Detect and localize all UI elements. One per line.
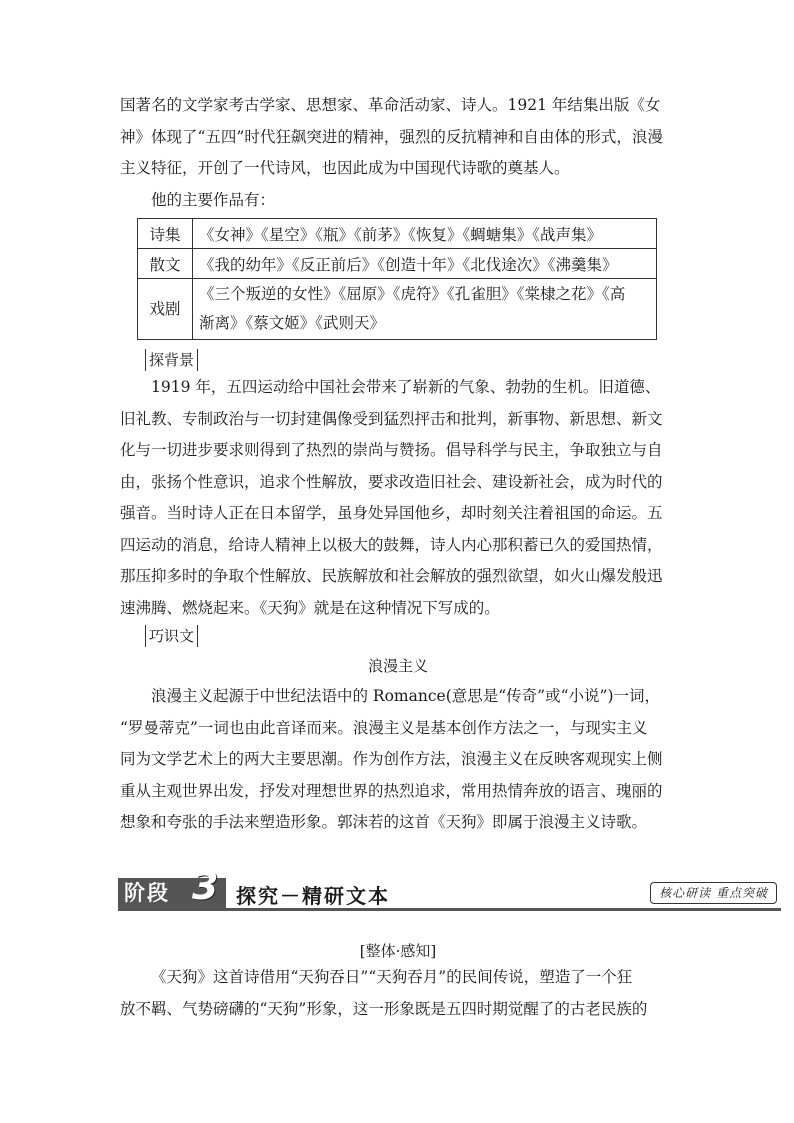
text-line: 放不羁、气势磅礴的“天狗”形象，这一形象既是五四时期觉醒了的古老民族的 [120,999,648,1018]
text-line: 浪漫主义起源于中世纪法语中的 Romance(意思是“传奇”或“小说”)一词， [151,687,660,705]
text-line: 化与一切进步要求则得到了热烈的崇尚与赞扬。倡导科学与民主，争取独立与自 [120,441,663,459]
text-line: 主义特征，开创了一代诗风，也因此成为中国现代诗歌的奠基人。 [120,159,570,177]
background-tag-label: 探背景 [149,351,195,369]
reading-paragraph [120,962,676,1025]
knowledge-tag-label: 巧识文 [149,627,195,645]
works-line: 《三个叛逆的女性》《屈原》《虎符》《孔雀胆》《棠棣之花》《高 [199,285,626,303]
text-line: 同为文学艺术上的两大主要思潮。作为创作方法，浪漫主义在反映客观现实上侧 [120,750,663,768]
works-table [137,218,657,340]
stage-label: 阶段 [124,881,170,905]
text-line: “罗曼蒂克”一词也由此音译而来。浪漫主义是基本创作方法之一，与现实主义 [120,718,648,737]
text-line: 想象和夸张的手法来塑造形象。郭沫若的这首《天狗》即属于浪漫主义诗歌。 [120,813,648,831]
table-row [138,219,657,249]
reading-subtitle: [整体·感知] [359,942,437,960]
works-intro: 他的主要作品有： [151,190,276,209]
text-line: 国著名的文学家考古学家、思想家、革命活动家、诗人。1921 年结集出版《女 [120,96,661,114]
category-cell: 戏剧 [138,279,193,340]
text-line: 四运动的消息，给诗人精神上以极大的鼓舞，诗人内心那积蓄已久的爱国热情， [120,535,663,554]
works-line: 渐离》《蔡文姬》《武则天》 [199,314,386,332]
background-tag [145,349,198,371]
text-line: 《天狗》这首诗借用“天狗吞日”“天狗吞月”的民间传说，塑造了一个狂 [151,968,633,986]
background-paragraph [120,372,676,624]
works-cell: 《我的幼年》《反正前后》《创造十年》《北伐途次》《沸羹集》 [193,249,657,279]
category-cell: 散文 [138,249,193,279]
text-line: 重从主观世界出发，抒发对理想世界的热烈追求，常用热情奔放的语言、瑰丽的 [120,781,663,800]
table-row [138,279,657,340]
text-line: 由，张扬个性意识，追求个性解放，要求改造旧社会、建设新社会，成为时代的 [120,472,663,491]
text-line: 旧礼教、专制政治与一切封建偶像受到猛烈抨击和批判，新事物、新思想、新文 [120,409,663,428]
text-line: 强音。当时诗人正在日本留学，虽身处异国他乡，却时刻关注着祖国的命运。五 [120,504,663,522]
works-cell [193,279,657,340]
text-line: 神》体现了“五四”时代狂飙突进的精神，强烈的反抗精神和自由体的形式，浪漫 [120,127,663,146]
category-cell: 诗集 [138,219,193,249]
text-line: 那压抑多时的争取个性解放、民族解放和社会解放的强烈欲望，如火山爆发般迅 [120,567,663,585]
section-banner [118,864,781,912]
knowledge-paragraph [120,681,676,839]
table-row [138,249,657,279]
knowledge-title: 浪漫主义 [367,657,428,675]
works-cell: 《女神》《星空》《瓶》《前茅》《恢复》《蜩螗集》《战声集》 [193,219,657,249]
intro-paragraph [120,90,676,216]
banner-rule [118,908,781,911]
text-line: 1919 年，五四运动给中国社会带来了崭新的气象、勃勃的生机。旧道德、 [151,378,661,396]
text-line: 速沸腾、燃烧起来。《天狗》就是在这种情况下写成的。 [120,598,500,617]
stage-number: 3 [192,864,219,908]
section-title: 探究－精研文本 [236,884,390,908]
stage-block [118,864,226,908]
knowledge-tag [145,625,198,647]
section-badge: 核心研读 重点突破 [650,882,777,904]
